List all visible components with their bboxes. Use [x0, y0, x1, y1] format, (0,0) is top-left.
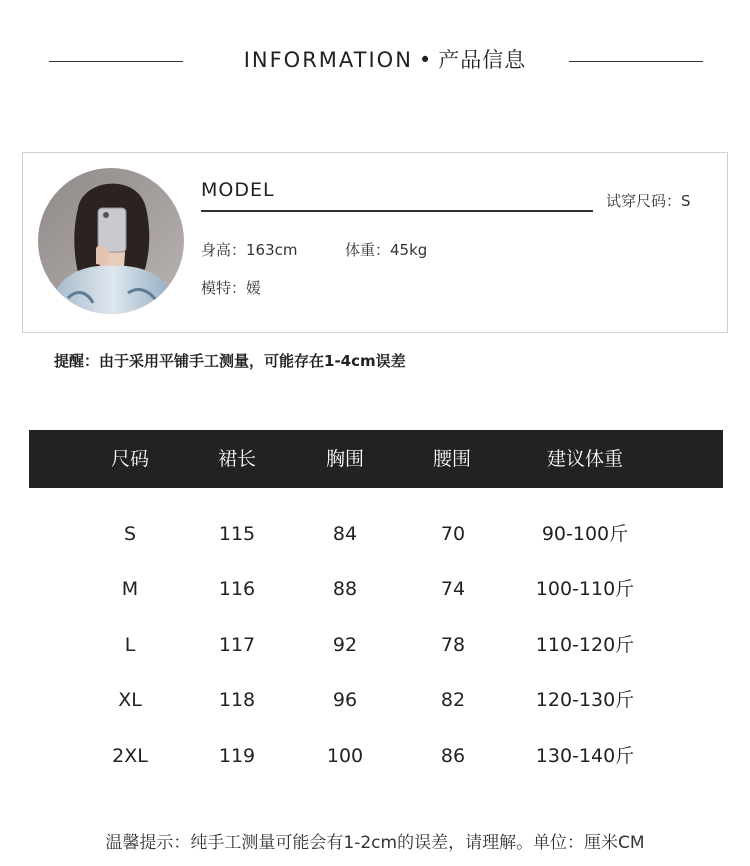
header-skirt-length: 裙长 — [217, 448, 256, 470]
cell-skirt-length: 116 — [218, 578, 256, 600]
header-divider-left — [49, 61, 183, 62]
model-name: 模特：媛 — [201, 279, 262, 297]
cell-size: L — [124, 634, 136, 656]
cell-bust: 92 — [332, 634, 358, 656]
cell-waist: 74 — [440, 578, 466, 600]
model-weight: 体重：45kg — [345, 241, 428, 259]
header-bust: 胸围 — [325, 448, 364, 470]
cell-waist: 86 — [440, 745, 466, 767]
cell-bust: 84 — [332, 523, 358, 545]
cell-size: XL — [118, 689, 142, 711]
cell-bust: 88 — [332, 578, 358, 600]
header-waist: 腰围 — [432, 448, 471, 470]
section-title-cn: 产品信息 — [438, 48, 527, 72]
cell-size: 2XL — [112, 745, 148, 767]
table-row — [0, 736, 750, 776]
cell-size: S — [123, 523, 137, 545]
cell-skirt-length: 119 — [218, 745, 256, 767]
title-separator-dot: • — [418, 48, 433, 72]
table-row — [0, 680, 750, 720]
cell-skirt-length: 115 — [218, 523, 256, 545]
cell-weight: 90-100斤 — [541, 523, 629, 545]
header-size: 尺码 — [110, 448, 149, 470]
model-card — [22, 152, 728, 333]
header-divider-right — [569, 61, 703, 62]
cell-weight: 130-140斤 — [535, 745, 635, 767]
model-photo-illustration — [38, 168, 184, 314]
cell-skirt-length: 117 — [218, 634, 256, 656]
cell-weight: 110-120斤 — [535, 634, 635, 656]
cell-waist: 82 — [440, 689, 466, 711]
model-label: MODEL — [201, 179, 275, 201]
measurement-notice: 提醒：由于采用平铺手工测量，可能存在1-4cm误差 — [54, 352, 406, 370]
model-photo — [38, 168, 184, 314]
size-table-header — [29, 430, 723, 488]
cell-weight: 120-130斤 — [535, 689, 635, 711]
cell-waist: 70 — [440, 523, 466, 545]
cell-waist: 78 — [440, 634, 466, 656]
table-row — [0, 514, 750, 554]
section-title-en: INFORMATION — [243, 48, 413, 72]
cell-weight: 100-110斤 — [535, 578, 635, 600]
model-underline — [201, 210, 593, 212]
cell-bust: 100 — [326, 745, 364, 767]
cell-bust: 96 — [332, 689, 358, 711]
table-row — [0, 625, 750, 665]
footer-tip: 温馨提示：纯手工测量可能会有1-2cm的误差，请理解。单位：厘米CM — [105, 833, 645, 853]
section-title — [200, 44, 570, 74]
model-height: 身高：163cm — [201, 241, 298, 259]
cell-size: M — [121, 578, 139, 600]
trial-size: 试穿尺码：S — [606, 192, 691, 210]
cell-skirt-length: 118 — [218, 689, 256, 711]
header-recommended-weight: 建议体重 — [546, 448, 623, 470]
table-row — [0, 569, 750, 609]
